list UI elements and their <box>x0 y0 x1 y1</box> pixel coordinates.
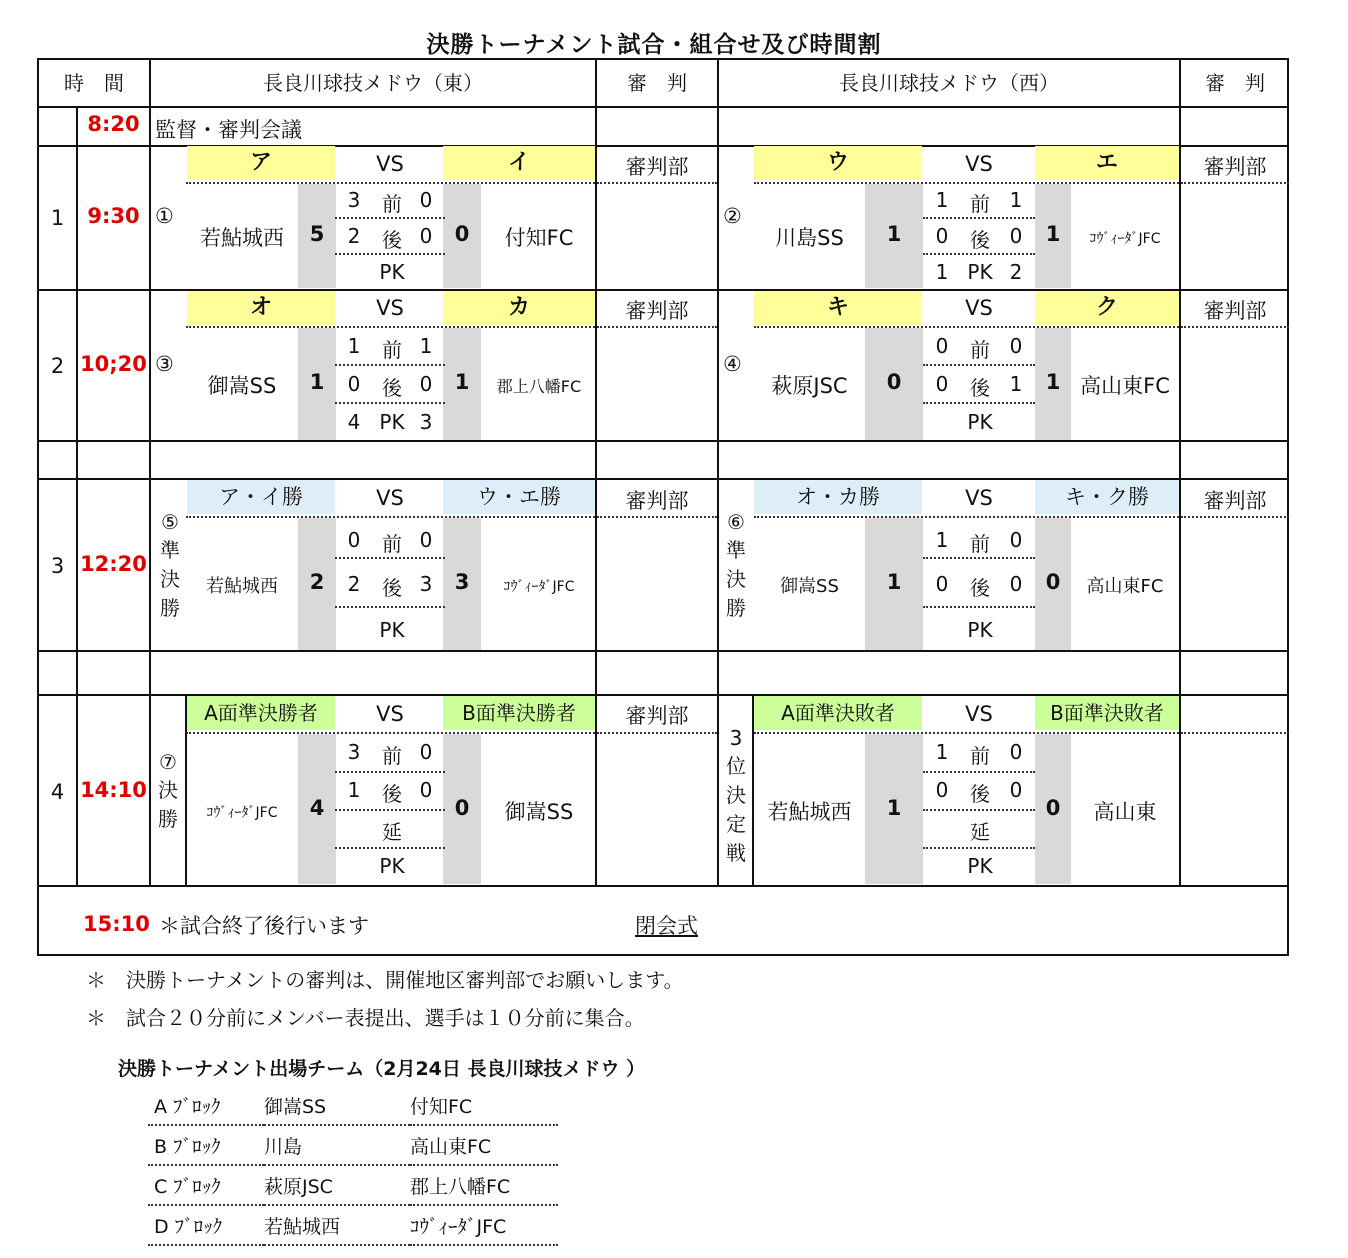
second-half-label: 後 <box>382 782 402 806</box>
vs-label: VS <box>376 152 404 176</box>
referee: 審判部 <box>625 155 689 179</box>
score-first-home: 1 <box>935 528 949 552</box>
score-pk-away: 2 <box>1009 260 1023 284</box>
match-stage-label: 位決定戦 <box>726 754 746 865</box>
away-slot-label: エ <box>1035 146 1179 180</box>
match-number: ② <box>723 204 742 228</box>
home-total: 5 <box>309 222 325 246</box>
score-pk-home: 1 <box>935 260 949 284</box>
pk-label: PK <box>967 618 993 642</box>
round-time: 14:10 <box>80 778 147 802</box>
score-second-home: 0 <box>935 372 949 396</box>
team-second: 高山東FC <box>410 1125 558 1165</box>
second-half-label: 後 <box>970 576 990 600</box>
meeting-label: 監督・審判会議 <box>155 118 302 142</box>
round-number: 1 <box>50 206 65 230</box>
score-pk-home: 4 <box>347 410 361 434</box>
home-slot-label: ウ <box>754 146 922 180</box>
score-second-away: 0 <box>1009 778 1023 802</box>
block-name: B ﾌﾞﾛｯｸ <box>148 1125 264 1165</box>
score-first-away: 0 <box>1009 740 1023 764</box>
header-venue-west: 長良川球技メドウ（西） <box>839 71 1059 95</box>
referee: 審判部 <box>625 704 689 728</box>
home-team: 川島SS <box>775 226 844 250</box>
team-first: 若鮎城西 <box>264 1205 410 1245</box>
pk-label: PK <box>379 854 405 878</box>
match-number: ① <box>155 204 174 228</box>
closing-note: ＊試合終了後行います <box>159 914 369 938</box>
away-total: 1 <box>1045 370 1061 394</box>
match-number: ⑦ <box>159 750 177 774</box>
note-referee: ＊ 決勝トーナメントの審判は、開催地区審判部でお願いします。 <box>86 968 684 992</box>
home-total: 1 <box>886 796 902 820</box>
match-number: ⑥ <box>727 510 745 534</box>
home-total: 0 <box>886 370 902 394</box>
header-referee-west: 審 判 <box>1205 71 1265 95</box>
second-half-label: 後 <box>382 376 402 400</box>
teams-title: 決勝トーナメント出場チーム（2月24日 長良川球技メドウ ） <box>118 1058 646 1080</box>
pk-label: PK <box>379 618 405 642</box>
first-half-label: 前 <box>382 338 402 362</box>
score-second-away: 3 <box>419 572 433 596</box>
round-time: 9:30 <box>87 204 140 228</box>
score-second-home: 0 <box>935 224 949 248</box>
away-team: 御嵩SS <box>504 800 574 824</box>
score-pk-away: 3 <box>419 410 433 434</box>
home-total: 1 <box>886 570 902 594</box>
score-second-home: 2 <box>347 572 361 596</box>
referee: 審判部 <box>1203 155 1267 179</box>
away-slot-label: B面準決勝者 <box>443 696 595 730</box>
pk-label: PK <box>967 410 993 434</box>
first-half-label: 前 <box>382 532 402 556</box>
extra-time-label: 延 <box>970 820 990 844</box>
home-slot-label: オ <box>187 291 335 325</box>
team-first: 萩原JSC <box>264 1165 410 1205</box>
score-second-away: 0 <box>1009 224 1023 248</box>
first-half-label: 前 <box>970 744 990 768</box>
match-number: ④ <box>723 352 742 376</box>
vs-label: VS <box>965 152 993 176</box>
score-second-away: 1 <box>1009 372 1023 396</box>
vs-label: VS <box>376 486 404 510</box>
first-half-label: 前 <box>382 192 402 216</box>
home-team: 若鮎城西 <box>200 226 284 250</box>
away-slot-label: キ・ク勝 <box>1035 480 1179 514</box>
away-team: ｺｳﾞｨｰﾀﾞJFC <box>1089 231 1161 247</box>
vs-label: VS <box>376 702 404 726</box>
home-total: 4 <box>309 796 325 820</box>
score-first-home: 1 <box>935 740 949 764</box>
match-number: 3 <box>729 726 743 750</box>
page-title: 決勝トーナメント試合・組合せ及び時間割 <box>426 32 882 58</box>
score-second-home: 0 <box>347 372 361 396</box>
away-team: 高山東 <box>1093 800 1157 824</box>
away-slot-label: イ <box>443 146 595 180</box>
score-second-home: 0 <box>935 572 949 596</box>
first-half-label: 前 <box>382 744 402 768</box>
pk-label: PK <box>379 410 405 434</box>
away-team: 郡上八幡FC <box>496 377 582 396</box>
home-total: 1 <box>886 222 902 246</box>
score-second-away: 0 <box>419 372 433 396</box>
header-referee-east: 審 判 <box>627 71 687 95</box>
closing-time: 15:10 <box>83 912 150 936</box>
score-first-home: 1 <box>935 188 949 212</box>
block-name: A ﾌﾞﾛｯｸ <box>148 1086 264 1125</box>
round-number: 4 <box>50 780 65 804</box>
home-total: 2 <box>309 570 325 594</box>
score-second-home: 0 <box>935 778 949 802</box>
score-first-away: 0 <box>1009 528 1023 552</box>
score-first-home: 0 <box>347 528 361 552</box>
away-team: 高山東FC <box>1080 374 1170 398</box>
home-slot-label: キ <box>754 291 922 325</box>
team-second: 付知FC <box>410 1086 558 1125</box>
match-number: ③ <box>155 352 174 376</box>
home-team: ｺｳﾞｨｰﾀﾞJFC <box>206 805 278 821</box>
team-first: 川島 <box>264 1125 410 1165</box>
vs-label: VS <box>965 296 993 320</box>
home-team: 若鮎城西 <box>767 800 852 824</box>
score-first-home: 3 <box>347 188 361 212</box>
home-slot-label: ア・イ勝 <box>187 480 335 514</box>
away-team: ｺｳﾞｨｰﾀﾞJFC <box>503 579 575 595</box>
extra-time-label: 延 <box>382 820 402 844</box>
home-team: 御嵩SS <box>780 576 839 597</box>
second-half-label: 後 <box>970 782 990 806</box>
score-second-home: 2 <box>347 224 361 248</box>
away-team: 高山東FC <box>1086 576 1164 597</box>
home-slot-label: ア <box>187 146 335 180</box>
teams-table <box>148 1086 558 1246</box>
round-number: 2 <box>50 354 65 378</box>
note-members: ＊ 試合２０分前にメンバー表提出、選手は１０分前に集合。 <box>86 1006 645 1030</box>
header-venue-east: 長良川球技メドウ（東） <box>263 71 483 95</box>
away-slot-label: ウ・エ勝 <box>443 480 595 514</box>
score-second-home: 1 <box>347 778 361 802</box>
home-slot-label: A面準決敗者 <box>754 696 922 730</box>
first-half-label: 前 <box>970 338 990 362</box>
away-slot-label: B面準決敗者 <box>1035 696 1179 730</box>
team-row <box>148 1165 558 1205</box>
vs-label: VS <box>965 486 993 510</box>
pk-label: PK <box>967 260 993 284</box>
score-first-away: 1 <box>1009 188 1023 212</box>
home-total: 1 <box>309 370 325 394</box>
score-second-away: 0 <box>1009 572 1023 596</box>
away-total: 3 <box>454 570 470 594</box>
away-total: 0 <box>454 222 470 246</box>
team-second: 郡上八幡FC <box>410 1165 558 1205</box>
score-first-away: 0 <box>419 188 433 212</box>
home-team: 御嵩SS <box>207 374 277 398</box>
first-half-label: 前 <box>970 192 990 216</box>
second-half-label: 後 <box>970 376 990 400</box>
team-row <box>148 1205 558 1245</box>
score-first-away: 0 <box>419 740 433 764</box>
away-total: 1 <box>1045 222 1061 246</box>
away-total: 0 <box>1045 570 1061 594</box>
block-name: D ﾌﾞﾛｯｸ <box>148 1205 264 1245</box>
closing-ceremony: 閉会式 <box>635 914 698 938</box>
away-slot-label: カ <box>443 291 595 325</box>
team-row <box>148 1125 558 1165</box>
away-total: 0 <box>1045 796 1061 820</box>
round-number: 3 <box>50 554 65 578</box>
referee: 審判部 <box>1203 489 1267 513</box>
vs-label: VS <box>965 702 993 726</box>
second-half-label: 後 <box>382 228 402 252</box>
score-second-away: 0 <box>419 778 433 802</box>
away-total: 0 <box>454 796 470 820</box>
team-first: 御嵩SS <box>264 1086 410 1125</box>
team-row <box>148 1086 558 1125</box>
round-time: 12:20 <box>80 552 147 576</box>
block-name: C ﾌﾞﾛｯｸ <box>148 1165 264 1205</box>
team-second: ｺｳﾞｨｰﾀﾞJFC <box>410 1205 558 1245</box>
match-stage-label: 決勝 <box>158 778 178 831</box>
round-time: 10;20 <box>80 352 147 376</box>
home-slot-label: A面準決勝者 <box>187 696 335 730</box>
pk-label: PK <box>967 854 993 878</box>
away-team: 付知FC <box>504 226 574 250</box>
vs-label: VS <box>376 296 404 320</box>
home-team: 若鮎城西 <box>206 576 278 597</box>
score-first-home: 1 <box>347 334 361 358</box>
away-total: 1 <box>454 370 470 394</box>
referee: 審判部 <box>625 299 689 323</box>
match-number: ⑤ <box>161 510 179 534</box>
home-team: 萩原JSC <box>771 374 848 398</box>
second-half-label: 後 <box>970 228 990 252</box>
score-first-away: 0 <box>1009 334 1023 358</box>
pk-label: PK <box>379 260 405 284</box>
away-slot-label: ク <box>1035 291 1179 325</box>
header-time: 時 間 <box>64 71 124 95</box>
score-second-away: 0 <box>419 224 433 248</box>
score-first-home: 0 <box>935 334 949 358</box>
referee: 審判部 <box>1203 299 1267 323</box>
meeting-time: 8:20 <box>87 112 140 136</box>
score-first-home: 3 <box>347 740 361 764</box>
home-slot-label: オ・カ勝 <box>754 480 922 514</box>
score-first-away: 0 <box>419 528 433 552</box>
schedule-table <box>37 58 1289 956</box>
second-half-label: 後 <box>382 576 402 600</box>
match-stage-label: 準決勝 <box>726 538 746 620</box>
first-half-label: 前 <box>970 532 990 556</box>
referee: 審判部 <box>625 489 689 513</box>
match-stage-label: 準決勝 <box>160 538 180 620</box>
score-first-away: 1 <box>419 334 433 358</box>
